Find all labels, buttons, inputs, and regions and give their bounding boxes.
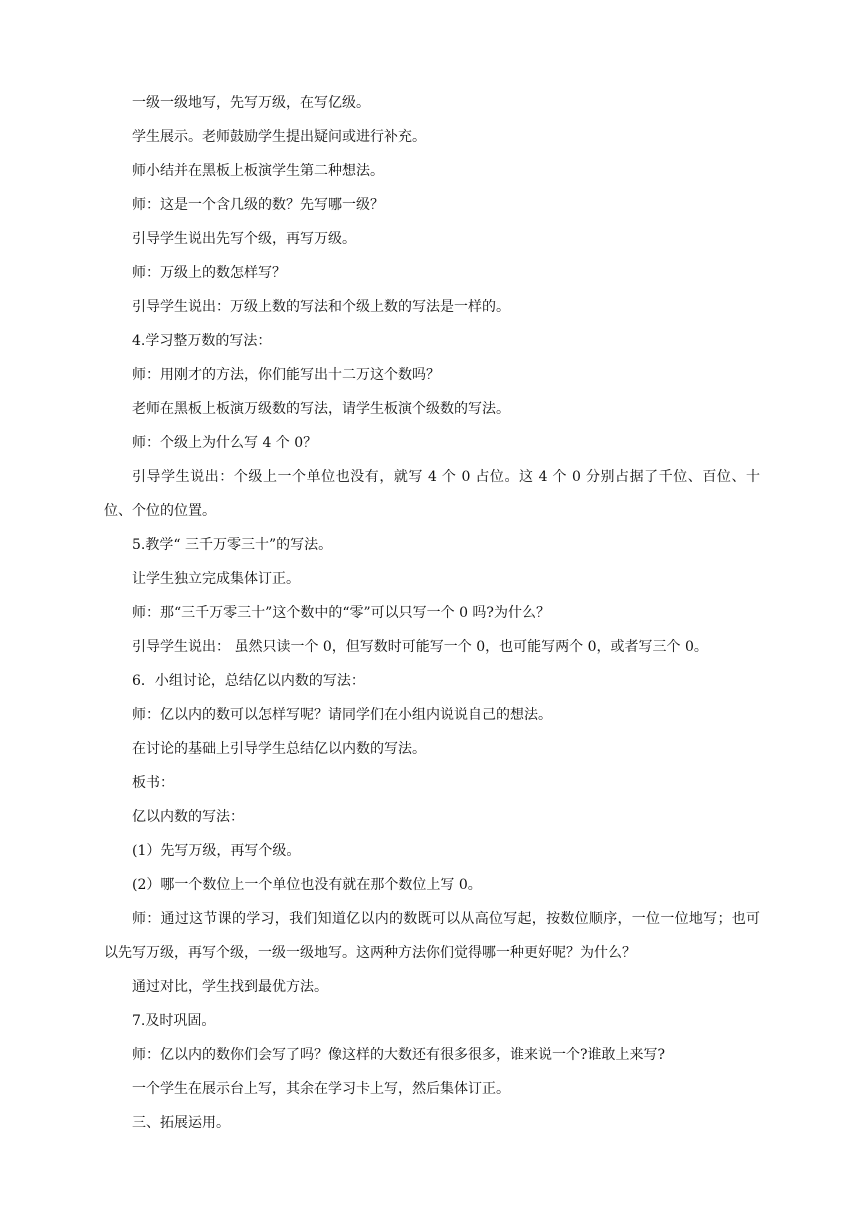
paragraph: 师：这是一个含几级的数？先写哪一级？ [132, 197, 384, 213]
paragraph: 师：那“三千万零三十”这个数中的“零”可以只写一个 0 吗?为什么？ [132, 605, 550, 621]
section-heading: 6．小组讨论，总结亿以内数的写法： [132, 673, 365, 689]
paragraph: 学生展示。老师鼓励学生提出疑问或进行补充。 [132, 129, 426, 145]
paragraph: 引导学生说出先写个级，再写万级。 [132, 231, 356, 247]
paragraph: 在讨论的基础上引导学生总结亿以内数的写法。 [132, 741, 426, 757]
paragraph: 一个学生在展示台上写，其余在学习卡上写，然后集体订正。 [132, 1081, 510, 1097]
list-item: (1）先写万级，再写个级。 [132, 843, 301, 859]
paragraph: 亿以内数的写法： [132, 809, 244, 825]
paragraph: 师：通过这节课的学习，我们知道亿以内的数既可以从高位写起，按数位顺序，一位一位地写；也可以先写万级，再写个级，一级一级地写。这两种方法你们觉得哪一种更好呢？为什么？ [104, 911, 760, 961]
paragraph: 通过对比，学生找到最优方法。 [132, 979, 328, 995]
section-heading: 7.及时巩固。 [132, 1013, 216, 1029]
section-heading: 4.学习整万数的写法： [132, 333, 272, 349]
paragraph: 引导学生说出： 虽然只读一个 0，但写数时可能写一个 0，也可能写两个 0，或者写三个 0。 [132, 639, 708, 655]
list-item: (2）哪一个数位上一个单位也没有就在那个数位上写 0。 [132, 877, 482, 893]
paragraph: 师：万级上的数怎样写？ [132, 265, 286, 281]
paragraph: 引导学生说出：个级上一个单位也没有，就写 4 个 0 占位。这 4 个 0 分别占据了千位、百位、十位、个位的位置。 [104, 469, 760, 519]
paragraph: 老师在黑板上板演万级数的写法，请学生板演个级数的写法。 [132, 401, 510, 417]
paragraph: 让学生独立完成集体订正。 [132, 571, 300, 587]
paragraph: 引导学生说出：万级上数的写法和个级上数的写法是一样的。 [132, 299, 510, 315]
document-body [104, 86, 760, 1140]
section-heading: 5.教学“ 三千万零三十”的写法。 [132, 537, 333, 553]
paragraph: 师：亿以内的数你们会写了吗？像这样的大数还有很多很多，谁来说一个?谁敢上来写? [132, 1047, 666, 1063]
paragraph: 师小结并在黑板上板演学生第二种想法。 [132, 163, 384, 179]
paragraph: 师：用刚才的方法，你们能写出十二万这个数吗？ [132, 367, 440, 383]
paragraph: 师：个级上为什么写 4 个 0？ [132, 435, 318, 451]
paragraph: 一级一级地写，先写万级，在写亿级。 [132, 95, 370, 111]
section-heading: 三、拓展运用。 [132, 1115, 230, 1131]
paragraph: 师：亿以内的数可以怎样写呢？请同学们在小组内说说自己的想法。 [132, 707, 552, 723]
paragraph: 板书： [132, 775, 174, 791]
